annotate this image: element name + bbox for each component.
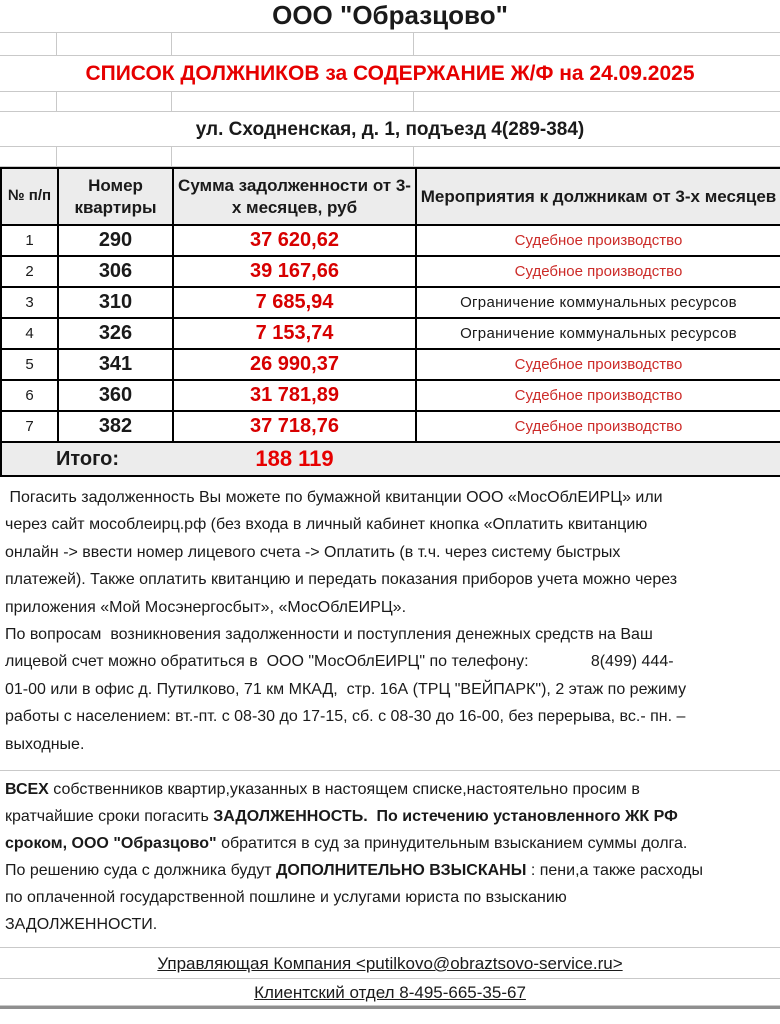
grid-cell	[172, 147, 414, 166]
total-label: Итого:	[1, 442, 173, 476]
text-segment: собственников квартир,указанных в настоящем списке,настоятельно просим в	[48, 781, 640, 799]
warning-paragraph	[0, 771, 780, 938]
grid-cell	[172, 92, 414, 111]
apartment-number-cell: 290	[58, 225, 173, 256]
spacer-row	[0, 33, 780, 56]
grid-cell	[0, 92, 57, 111]
row-number-cell: 7	[1, 411, 58, 442]
paragraph-line	[5, 857, 775, 884]
grid-cell	[0, 147, 57, 166]
row-number-cell: 2	[1, 256, 58, 287]
table-row	[1, 225, 780, 256]
list-title: СПИСОК ДОЛЖНИКОВ за СОДЕРЖАНИЕ Ж/Ф на 24.09.2025	[0, 56, 780, 92]
bold-text-segment: ВСЕХ	[5, 781, 49, 799]
paragraph-line: онлайн -> ввести номер лицевого счета -> Оплатить (в т.ч. через систему быстрых	[5, 543, 621, 561]
debt-amount-cell: 26 990,37	[173, 349, 416, 380]
text-segment: кратчайшие сроки погасить	[5, 808, 214, 826]
table-row	[1, 380, 780, 411]
paragraph-line: через сайт мособлеирц.рф (без входа в личный кабинет кнопка «Оплатить квитанцию	[5, 516, 648, 534]
debt-amount-cell: 7 685,94	[173, 287, 416, 318]
paragraph-line: приложения «Мой Мосэнергосбыт», «МосОблЕИРЦ».	[5, 598, 407, 616]
row-number-cell: 5	[1, 349, 58, 380]
total-value: 188 119	[173, 442, 416, 476]
bold-text-segment: ЗАДОЛЖЕННОСТЬ. По истечению установленного ЖК РФ	[213, 808, 678, 826]
debt-amount-cell: 37 718,76	[173, 411, 416, 442]
column-header-amount: Сумма задолженности от 3-х месяцев, руб	[173, 168, 416, 225]
paragraph-line: работы с населением: вт.-пт. с 08-30 до 17-15, сб. с 08-30 до 16-00, без перерыва, вс.- пн. –	[5, 708, 686, 726]
paragraph-line: платежей). Также оплатить квитанцию и передать показания приборов учета можно через	[5, 571, 678, 589]
footer-client-department	[0, 978, 780, 1005]
debt-table-body	[1, 225, 780, 442]
grid-cell	[0, 33, 57, 55]
action-cell: Судебное производство	[416, 349, 780, 380]
paragraph-line	[5, 884, 775, 911]
building-address: ул. Сходненская, д. 1, подъезд 4(289-384)	[0, 112, 780, 147]
column-header-number: № п/п	[1, 168, 58, 225]
column-header-actions: Мероприятия к должникам от 3-х месяцев	[416, 168, 780, 225]
text-segment: по оплаченной государственной пошлине и услугами юриста по взысканию	[5, 889, 567, 907]
spacer-row	[0, 147, 780, 167]
grid-cell	[414, 92, 780, 111]
table-header-row	[1, 168, 780, 225]
debt-amount-cell: 7 153,74	[173, 318, 416, 349]
debt-amount-cell: 31 781,89	[173, 380, 416, 411]
text-segment: : пени,а также расходы	[526, 862, 703, 880]
text-segment: ЗАДОЛЖЕННОСТИ.	[5, 916, 158, 934]
total-row	[1, 442, 780, 476]
row-number-cell: 6	[1, 380, 58, 411]
paragraph-line	[5, 911, 775, 938]
paragraph-line: лицевой счет можно обратиться в ООО "МосОблЕИРЦ" по телефону: 8(499) 444-	[5, 653, 674, 671]
client-department-phone: Клиентский отдел 8-495-665-35-67	[254, 983, 526, 1003]
debt-amount-cell: 37 620,62	[173, 225, 416, 256]
grid-cell	[172, 33, 414, 55]
grid-cell	[57, 147, 172, 166]
table-row	[1, 256, 780, 287]
spacer-row	[0, 758, 780, 771]
table-row	[1, 287, 780, 318]
action-cell: Судебное производство	[416, 411, 780, 442]
paragraph-line	[5, 830, 775, 857]
text-segment: обратится в суд за принудительным взысканием суммы долга.	[216, 835, 688, 853]
management-company-email: Управляющая Компания <putilkovo@obraztsovo-service.ru>	[157, 954, 623, 974]
paragraph-line: По вопросам возникновения задолженности и поступления денежных средств на Ваш	[5, 626, 653, 644]
action-cell: Ограничение коммунальных ресурсов	[416, 287, 780, 318]
total-empty-cell	[416, 442, 780, 476]
apartment-number-cell: 326	[58, 318, 173, 349]
paragraph-line: 01-00 или в офис д. Путилково, 71 км МКАД, стр. 16А (ТРЦ "ВЕЙПАРК"), 2 этаж по режиму	[5, 680, 687, 698]
column-header-apartment: Номер квартиры	[58, 168, 173, 225]
apartment-number-cell: 306	[58, 256, 173, 287]
apartment-number-cell: 382	[58, 411, 173, 442]
action-cell: Судебное производство	[416, 380, 780, 411]
row-number-cell: 4	[1, 318, 58, 349]
company-title: ООО "Образцово"	[0, 0, 780, 33]
apartment-number-cell: 360	[58, 380, 173, 411]
action-cell: Судебное производство	[416, 225, 780, 256]
grid-cell	[414, 33, 780, 55]
paragraph-line	[5, 803, 775, 830]
grid-cell	[57, 92, 172, 111]
table-row	[1, 318, 780, 349]
apartment-number-cell: 310	[58, 287, 173, 318]
paragraph-line	[5, 776, 775, 803]
paragraph-line: Погасить задолженность Вы можете по бумажной квитанции ООО «МосОблЕИРЦ» или	[5, 489, 663, 506]
debtors-table	[0, 167, 780, 477]
action-cell: Ограничение коммунальных ресурсов	[416, 318, 780, 349]
grid-cell	[414, 147, 780, 166]
debt-amount-cell: 39 167,66	[173, 256, 416, 287]
table-row	[1, 411, 780, 442]
row-number-cell: 1	[1, 225, 58, 256]
row-number-cell: 3	[1, 287, 58, 318]
text-segment: По решению суда с должника будут	[5, 862, 276, 880]
table-row	[1, 349, 780, 380]
bold-text-segment: сроком, ООО "Образцово"	[5, 835, 217, 853]
grid-cell	[57, 33, 172, 55]
apartment-number-cell: 341	[58, 349, 173, 380]
spacer-row	[0, 92, 780, 112]
paragraph-line: выходные.	[5, 735, 85, 753]
footer-company-contact	[0, 947, 780, 978]
bold-text-segment: ДОПОЛНИТЕЛЬНО ВЗЫСКАНЫ	[275, 862, 527, 880]
action-cell: Судебное производство	[416, 256, 780, 287]
payment-info-paragraph	[0, 477, 780, 758]
